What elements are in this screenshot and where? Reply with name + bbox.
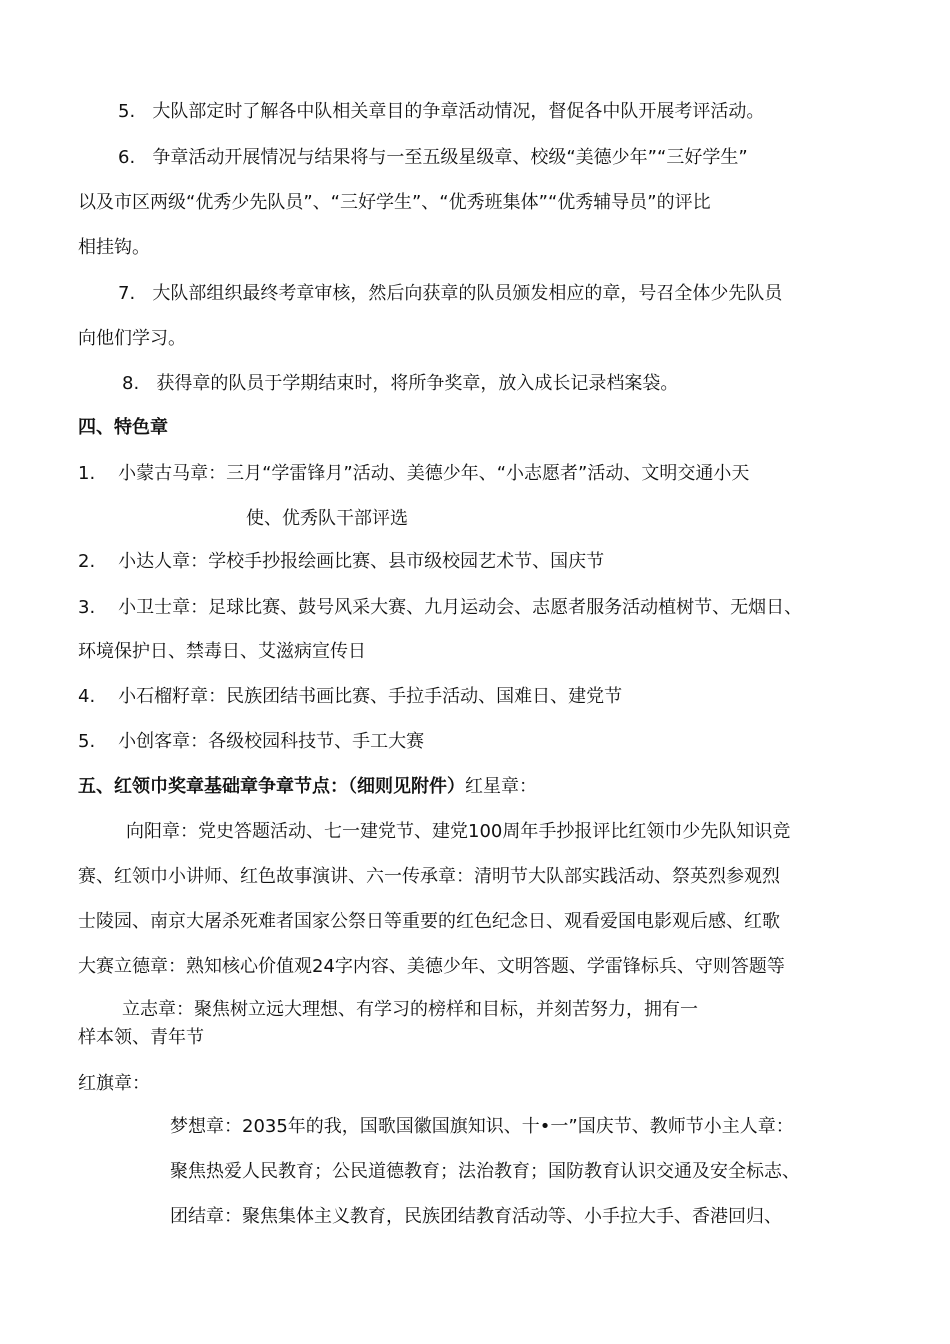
hongqi-line-2: 聚焦热爱人民教育；公民道德教育；法治教育；国防教育认识交通及安全标志、 — [170, 1161, 800, 1182]
section4-heading: 四、特色章 — [78, 417, 168, 438]
s4-item-3-cont: 环境保护日、禁毒日、艾滋病宣传日 — [78, 641, 366, 662]
section5-heading: 五、红领巾奖章基础章争章节点：（细则见附件） — [78, 776, 465, 797]
s4-item-1-cont: 使、优秀队干部评选 — [246, 508, 408, 529]
item-6: 6. 争章活动开展情况与结果将与一至五级星级章、校级“美德少年”“三好学生” — [118, 147, 748, 168]
section5-heading-suffix: 红星章： — [465, 776, 537, 797]
hongxing-line-1: 向阳章：党史答题活动、七一建党节、建党100周年手抄报评比红领巾少先队知识竞 — [126, 821, 791, 842]
item-6-cont-1: 以及市区两级“优秀少先队员”、“三好学生”、“优秀班集体”“优秀辅导员”的评比 — [78, 192, 711, 213]
hongqi-heading: 红旗章： — [78, 1073, 150, 1094]
item-8: 8. 获得章的队员于学期结束时，将所争奖章，放入成长记录档案袋。 — [122, 373, 679, 394]
hongxing-line-5: 立志章：聚焦树立远大理想、有学习的榜样和目标，并刻苦努力，拥有一 — [122, 999, 698, 1020]
item-5: 5. 大队部定时了解各中队相关章目的争章活动情况，督促各中队开展考评活动。 — [118, 101, 765, 122]
hongxing-line-3: 士陵园、南京大屠杀死难者国家公祭日等重要的红色纪念日、观看爱国电影观后感、红歌 — [78, 911, 780, 932]
s4-item-1: 1. 小蒙古马章：三月“学雷锋月”活动、美德少年、“小志愿者”活动、文明交通小天 — [78, 463, 750, 484]
s4-item-2: 2. 小达人章：学校手抄报绘画比赛、县市级校园艺术节、国庆节 — [78, 551, 605, 572]
s4-item-5: 5. 小创客章：各级校园科技节、手工大赛 — [78, 731, 425, 752]
s4-item-3: 3. 小卫士章：足球比赛、鼓号风采大赛、九月运动会、志愿者服务活动植树节、无烟日、 — [78, 597, 803, 618]
hongqi-line-1: 梦想章：2035年的我，国歌国徽国旗知识、十•一”国庆节、教师节小主人章： — [170, 1116, 794, 1137]
item-7: 7. 大队部组织最终考章审核，然后向获章的队员颁发相应的章，号召全体少先队员 — [118, 283, 783, 304]
hongxing-line-6: 样本领、青年节 — [78, 1027, 204, 1048]
section5-heading-line — [78, 775, 537, 799]
item-7-cont: 向他们学习。 — [78, 328, 186, 349]
hongxing-line-2: 赛、红领巾小讲师、红色故事演讲、六一传承章：清明节大队部实践活动、祭英烈参观烈 — [78, 866, 780, 887]
hongxing-line-4: 大赛立德章：熟知核心价值观24字内容、美德少年、文明答题、学雷锋标兵、守则答题等 — [78, 956, 785, 977]
hongqi-line-3: 团结章：聚焦集体主义教育，民族团结教育活动等、小手拉大手、香港回归、 — [170, 1206, 782, 1227]
s4-item-4: 4. 小石榴籽章：民族团结书画比赛、手拉手活动、国难日、建党节 — [78, 686, 623, 707]
item-6-cont-2: 相挂钩。 — [78, 237, 150, 258]
